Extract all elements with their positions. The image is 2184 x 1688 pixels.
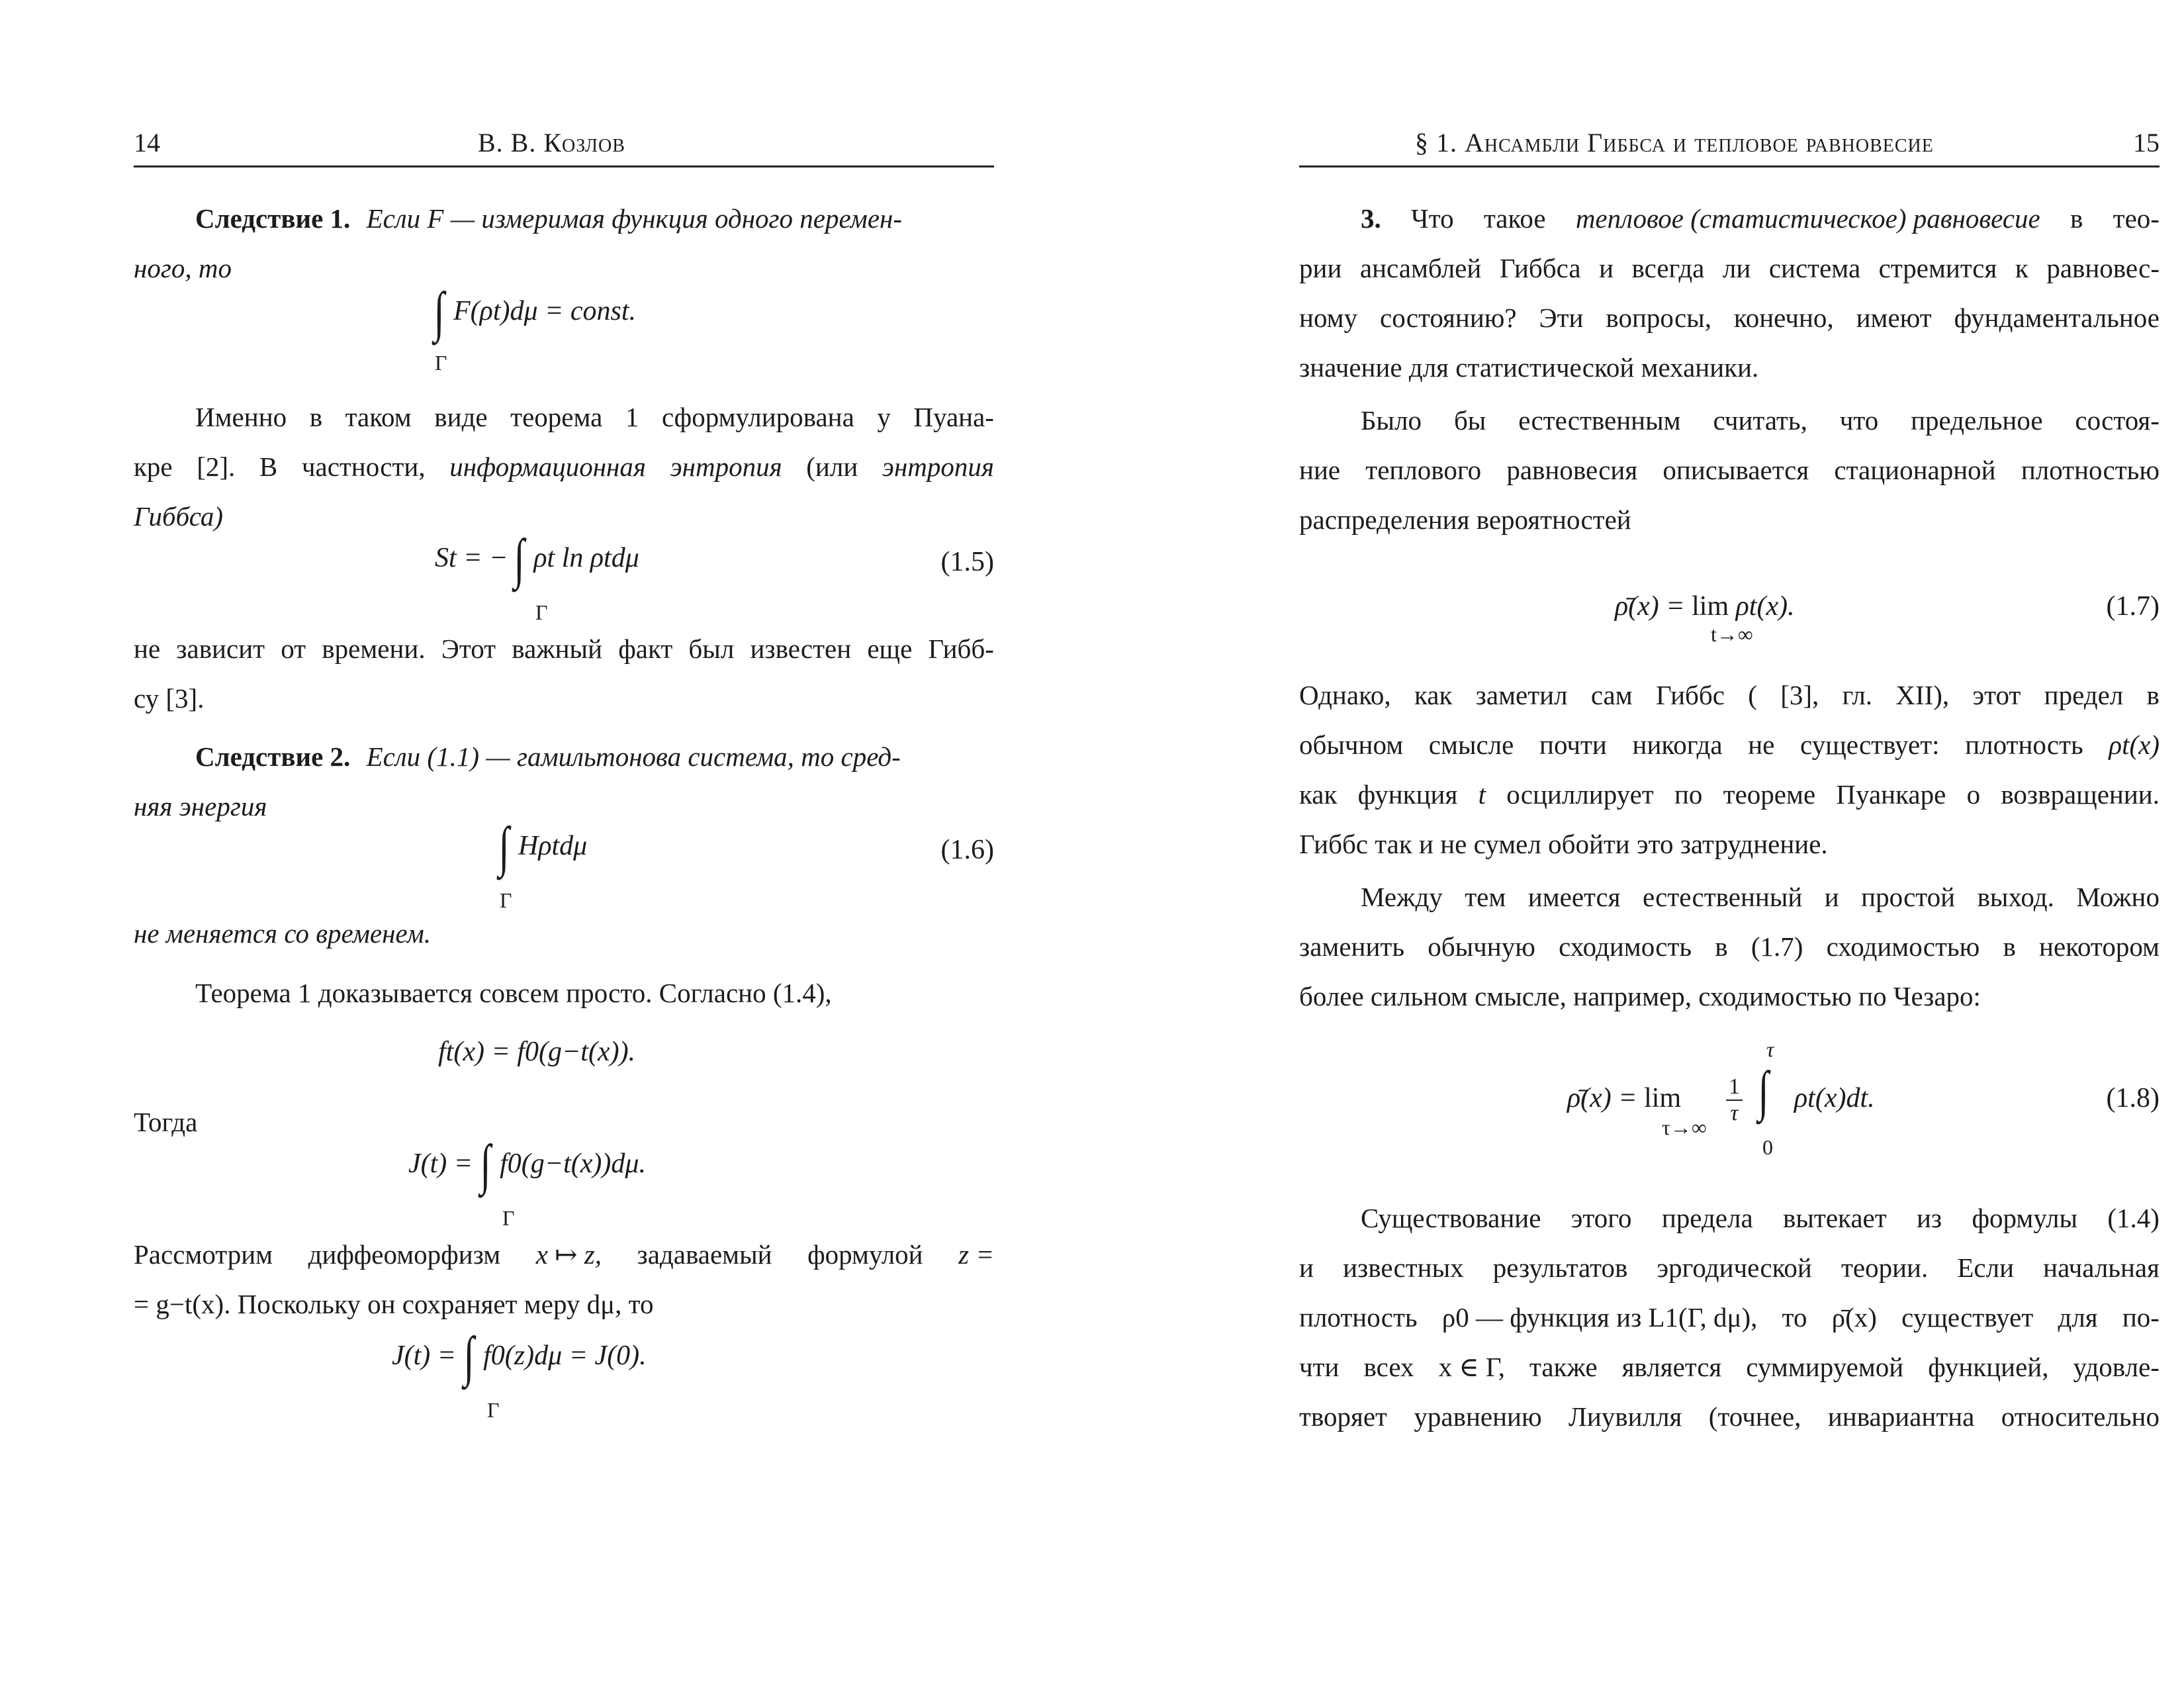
text-span: заменить — [1299, 931, 1405, 962]
text-span: как — [1299, 779, 1338, 810]
text-span: в — [2070, 203, 2083, 234]
para4-line2 — [134, 1288, 994, 1321]
text-span: естественным — [1518, 405, 1681, 436]
text-span: фундаментальное — [1954, 303, 2160, 333]
text-span: Гибб- — [928, 633, 994, 664]
integral-sign: ∫ — [514, 528, 525, 590]
text-span: эргодической — [1657, 1252, 1812, 1283]
text-span: f0(z)dμ = J(0). — [483, 1340, 647, 1371]
corollary2-statement: Если (1.1) — гамильтонова система, то сред- — [366, 741, 901, 772]
text-span: система — [1768, 253, 1861, 283]
text-span: ρt(x) — [2109, 729, 2160, 760]
text-span: существует — [1901, 1302, 2034, 1333]
r-para3-line1 — [1299, 679, 2160, 712]
equation-number: (1.8) — [2106, 1083, 2160, 1113]
text-span: = g−t(x). Поскольку он сохраняет меру dμ, то — [134, 1289, 654, 1319]
corollary1-line2 — [134, 252, 994, 285]
text-span: уравнению — [1414, 1401, 1542, 1432]
para2-line2 — [134, 682, 994, 715]
left-page — [134, 0, 994, 1688]
text-span: стационарной — [1834, 455, 1996, 485]
text-span: не — [1748, 729, 1775, 760]
text-span: времени. — [322, 633, 426, 664]
text-span: Эти — [1539, 303, 1584, 333]
equation-number: (1.6) — [940, 835, 994, 865]
text-span: что — [1839, 405, 1879, 436]
text-span: ρ̄(x) = — [1615, 591, 1685, 622]
text-span: Между — [1361, 882, 1443, 912]
integral-sign: ∫ — [433, 281, 445, 343]
text-span: некотором — [2039, 931, 2160, 962]
text-span: известных — [1343, 1252, 1464, 1283]
r-para1-line3 — [1299, 301, 2160, 334]
text-span: тепловое (статистическое) равновесие — [1575, 203, 2040, 234]
r-para5-line3 — [1299, 1301, 2160, 1334]
text-span: ρt(x)dt. — [1794, 1083, 1875, 1113]
text-span: возвращении. — [2001, 779, 2160, 810]
text-span: в — [309, 402, 323, 432]
text-span: этот — [1972, 680, 2021, 710]
text-span: энтропия — [882, 451, 994, 482]
text-span: начальная — [2043, 1252, 2160, 1283]
text-span: рии — [1299, 253, 1342, 283]
corollary2-line2 — [134, 790, 994, 823]
text-span: от — [281, 633, 306, 664]
text-span: ρt(x). — [1735, 591, 1795, 622]
text-span: не меняется со временем. — [134, 918, 432, 949]
text-span: (1.7) — [1751, 931, 1803, 962]
r-para4-line2 — [1299, 930, 2160, 963]
text-span: информационная — [449, 451, 646, 482]
text-span: Пуана- — [913, 402, 994, 432]
equation-number: (1.5) — [940, 547, 994, 577]
text-span: осциллирует — [1506, 779, 1654, 810]
text-span: Именно — [195, 402, 287, 432]
text-span: предельное — [1911, 405, 2043, 436]
text-span: ансамблей — [1359, 253, 1482, 283]
text-span: инвариантна — [1827, 1401, 1975, 1432]
text-span: состоянию? — [1380, 303, 1517, 333]
para2-line1 — [134, 632, 994, 665]
text-span: (1.4) — [2107, 1203, 2160, 1233]
text-span: диффеоморфизм — [308, 1239, 501, 1270]
text-span: всех — [1363, 1352, 1414, 1382]
text-span: существует: — [1800, 729, 1940, 760]
text-span: теплового — [1365, 455, 1482, 485]
text-span: J(t) = — [408, 1149, 473, 1179]
text-span: сходимость — [1559, 931, 1692, 962]
text-span: St = − — [435, 543, 508, 573]
r-para4-line1 — [1299, 880, 2160, 914]
text-span: 3. — [1361, 203, 1381, 234]
text-span: виде — [434, 402, 488, 432]
text-span: и — [1824, 882, 1839, 912]
text-span: не — [134, 633, 161, 664]
text-span: [3], — [1780, 680, 1819, 710]
running-head-section: § 1. Ансамбли Гиббса и тепловое равновесие — [1415, 128, 1934, 158]
r-para5-line5 — [1299, 1400, 2160, 1433]
text-span: значение для статистической механики. — [1299, 352, 1759, 383]
text-span: теорема — [510, 402, 603, 432]
text-span: сам — [1590, 680, 1633, 710]
para1-line1 — [134, 400, 994, 434]
text-span: τ — [1730, 1101, 1739, 1125]
r-para5-line1 — [1299, 1201, 2160, 1235]
text-span: τ→∞ — [1662, 1115, 1707, 1139]
text-span: вытекает — [1783, 1203, 1887, 1233]
page-number: 15 — [2133, 128, 2160, 158]
r-para4-line3 — [1299, 980, 2160, 1013]
text-span: тео- — [2113, 203, 2160, 234]
text-span: к — [2015, 253, 2028, 283]
text-span: предела — [1661, 1203, 1753, 1233]
text-span: плотность — [1299, 1302, 1418, 1333]
text-span: (или — [806, 451, 858, 482]
text-span: является — [1621, 1352, 1722, 1382]
corollary2-end — [134, 917, 994, 950]
text-span: выход. — [1977, 882, 2054, 912]
text-span: как — [1414, 680, 1453, 710]
running-head-author: В. В. Козлов — [478, 128, 625, 158]
text-span: Лиувилля — [1569, 1401, 1682, 1432]
text-span: относительно — [2001, 1401, 2160, 1432]
text-span: плотность — [1965, 729, 2083, 760]
text-span: Γ — [535, 600, 548, 624]
r-para2-line3 — [1299, 503, 2160, 536]
text-span: теории. — [1841, 1252, 1929, 1283]
r-para5-line4 — [1299, 1350, 2160, 1383]
text-span: конечно, — [1733, 303, 1834, 333]
text-span: удовле- — [2073, 1352, 2160, 1382]
para4-line1 — [134, 1238, 994, 1271]
text-span: няя энергия — [134, 791, 267, 821]
text-span: f0(g−t(x))dμ. — [500, 1149, 646, 1179]
text-span: смысле — [1428, 729, 1514, 760]
text-span: суммируемой — [1746, 1352, 1904, 1382]
text-span: в — [2146, 680, 2160, 710]
text-span: Γ — [502, 1206, 515, 1230]
text-span: имеется — [1527, 882, 1621, 912]
text-span: тем — [1465, 882, 1506, 912]
text-span: из — [1916, 1203, 1942, 1233]
text-span: формулой — [807, 1239, 923, 1270]
corollary1-statement: Если F — измеримая функция одного перемен- — [366, 203, 903, 234]
text-span: ному — [1299, 303, 1358, 333]
integral-sign: ∫ — [498, 816, 510, 878]
text-span: Γ — [487, 1398, 500, 1422]
text-span: сходимостью — [1826, 931, 1980, 962]
text-span: описывается — [1662, 455, 1809, 485]
para1-line3 — [134, 500, 994, 533]
text-span: 1 — [625, 402, 639, 432]
text-span: всегда — [1631, 253, 1705, 283]
then-line — [134, 1105, 994, 1139]
text-span: Γ — [500, 888, 512, 912]
r-para3-line2 — [1299, 728, 2160, 761]
text-span: Можно — [2076, 882, 2160, 912]
text-span: более сильном смысле, например, сходимостью по Чезаро: — [1299, 981, 1981, 1011]
text-span: Было — [1361, 405, 1422, 436]
text-span: таком — [345, 402, 412, 432]
text-span: функцией, — [1928, 1352, 2049, 1382]
text-span: x ↦ z, — [535, 1239, 602, 1270]
text-span: по- — [2122, 1302, 2160, 1333]
corollary2-line1 — [134, 740, 994, 773]
text-span: кре — [134, 451, 173, 482]
text-span: факт — [618, 633, 673, 664]
text-span: Этот — [441, 633, 496, 664]
text-span: вопросы, — [1606, 303, 1711, 333]
text-span: задаваемый — [637, 1239, 772, 1270]
r-para5-line2 — [1299, 1251, 2160, 1284]
text-span: lim — [1644, 1083, 1682, 1113]
fraction — [1726, 1074, 1743, 1126]
text-span: почти — [1539, 729, 1607, 760]
text-span: x ∈ Γ, — [1438, 1352, 1505, 1382]
text-span: о — [1966, 779, 1981, 810]
text-span: Теорема 1 доказывается совсем просто. Согласно (1.4), — [195, 978, 832, 1008]
text-span: плотностью — [2021, 455, 2160, 485]
integral-lower-limit: Γ — [435, 351, 447, 375]
text-span: равновесия — [1506, 455, 1638, 485]
page-number: 14 — [134, 128, 160, 158]
text-span: Гиббса — [1499, 253, 1581, 283]
text-span: Что — [1411, 203, 1454, 234]
text-span: энтропия — [670, 451, 782, 482]
r-para1-line2 — [1299, 252, 2160, 285]
integral-sign: ∫ — [463, 1326, 475, 1387]
text-span: су [3]. — [134, 683, 205, 714]
text-span: τ — [1766, 1037, 1774, 1061]
text-span: F(ρt)dμ = const. — [453, 296, 637, 326]
text-span: lim — [1692, 591, 1729, 622]
text-span: Гиббс так и не сумел обойти это затруднение. — [1299, 829, 1828, 859]
text-span: в — [1715, 931, 1728, 962]
text-span: еще — [867, 633, 913, 664]
text-span: распределения вероятностей — [1299, 504, 1631, 535]
text-span: Существование — [1361, 1203, 1541, 1233]
text-span: обычную — [1428, 931, 1535, 962]
text-span: у — [877, 402, 891, 432]
text-span: никогда — [1632, 729, 1723, 760]
text-span: ft(x) = f0(g−t(x)). — [438, 1037, 636, 1067]
text-span: Hρtdμ — [518, 831, 588, 861]
text-span: В — [259, 451, 278, 482]
text-span: ли — [1722, 253, 1751, 283]
text-span: 1 — [1726, 1074, 1743, 1101]
corollary1-line1 — [134, 202, 994, 235]
text-span: также — [1529, 1352, 1598, 1382]
text-span: гл. — [1842, 680, 1873, 710]
para3 — [134, 976, 1056, 1009]
text-span: ( — [1748, 680, 1757, 710]
text-span: Тогда — [134, 1107, 198, 1137]
text-span: t — [1478, 779, 1486, 810]
text-span: естественный — [1642, 882, 1803, 912]
text-span: то — [1782, 1302, 1807, 1333]
text-span: такое — [1483, 203, 1546, 234]
text-span: равновес- — [2046, 253, 2160, 283]
text-span: Гиббс — [1655, 680, 1725, 710]
text-span: ρ̄(x) — [1831, 1302, 1877, 1333]
text-span: J(t) = — [392, 1340, 457, 1371]
r-para2-line2 — [1299, 453, 2160, 487]
equation-number: (1.7) — [2106, 591, 2160, 622]
text-span: функция — [1357, 779, 1458, 810]
text-span: 0 — [1762, 1135, 1773, 1159]
text-span: Однако, — [1299, 680, 1391, 710]
text-span: был — [688, 633, 735, 664]
text-span: z = — [958, 1239, 994, 1270]
text-span: теореме — [1723, 779, 1816, 810]
text-span: заметил — [1475, 680, 1568, 710]
text-span: Если — [1957, 1252, 2015, 1283]
text-span: известен — [750, 633, 852, 664]
text-span: сформулирована — [661, 402, 854, 432]
right-page — [1299, 0, 2160, 1688]
text-span: ного, то — [134, 253, 232, 283]
text-span: ρ0 — функция из L1(Γ, dμ), — [1441, 1302, 1758, 1333]
text-span: t→∞ — [1711, 622, 1753, 646]
text-span: частности, — [301, 451, 426, 482]
text-span: важный — [512, 633, 603, 664]
integral-sign: ∫ — [480, 1134, 491, 1196]
text-span: обычном — [1299, 729, 1404, 760]
r-para1-line4 — [1299, 351, 2160, 384]
integral-sign: ∫ — [1758, 1060, 1769, 1122]
text-span: чти — [1299, 1352, 1340, 1382]
text-span: (точнее, — [1708, 1401, 1801, 1432]
text-span: предел — [2044, 680, 2124, 710]
text-span: по — [1674, 779, 1703, 810]
text-span: Пуанкаре — [1836, 779, 1946, 810]
r-para1-line1 — [1299, 202, 2160, 235]
text-span: простой — [1861, 882, 1956, 912]
r-para3-line3 — [1299, 778, 2160, 811]
text-span: бы — [1453, 405, 1486, 436]
text-span: считать, — [1713, 405, 1807, 436]
text-span: состоя- — [2075, 405, 2160, 436]
text-span: для — [2058, 1302, 2098, 1333]
text-span: и — [1599, 253, 1614, 283]
para1-line2 — [134, 450, 994, 483]
text-span: результатов — [1492, 1252, 1628, 1283]
text-span: творяет — [1299, 1401, 1387, 1432]
text-span: ние — [1299, 455, 1341, 485]
text-span: Рассмотрим — [134, 1239, 273, 1270]
text-span: в — [2003, 931, 2016, 962]
r-para3-line4 — [1299, 827, 2160, 861]
text-span: [2]. — [197, 451, 236, 482]
text-span: стремится — [1878, 253, 1997, 283]
text-span: формулы — [1972, 1203, 2078, 1233]
text-span: и — [1299, 1252, 1314, 1283]
text-span: имеют — [1856, 303, 1932, 333]
r-para2-line1 — [1299, 404, 2160, 437]
corollary2-title: Следствие 2. — [195, 741, 351, 772]
text-span: Гиббса) — [134, 501, 224, 532]
text-span: зависит — [176, 633, 265, 664]
text-span: этого — [1570, 1203, 1632, 1233]
left-page-header — [134, 126, 994, 167]
right-page-header — [1299, 126, 2160, 167]
text-span: XII), — [1895, 680, 1950, 710]
text-span: ρ̄(x) = — [1567, 1083, 1637, 1113]
corollary1-title: Следствие 1. — [195, 203, 351, 234]
text-span: ρt ln ρtdμ — [533, 543, 639, 573]
